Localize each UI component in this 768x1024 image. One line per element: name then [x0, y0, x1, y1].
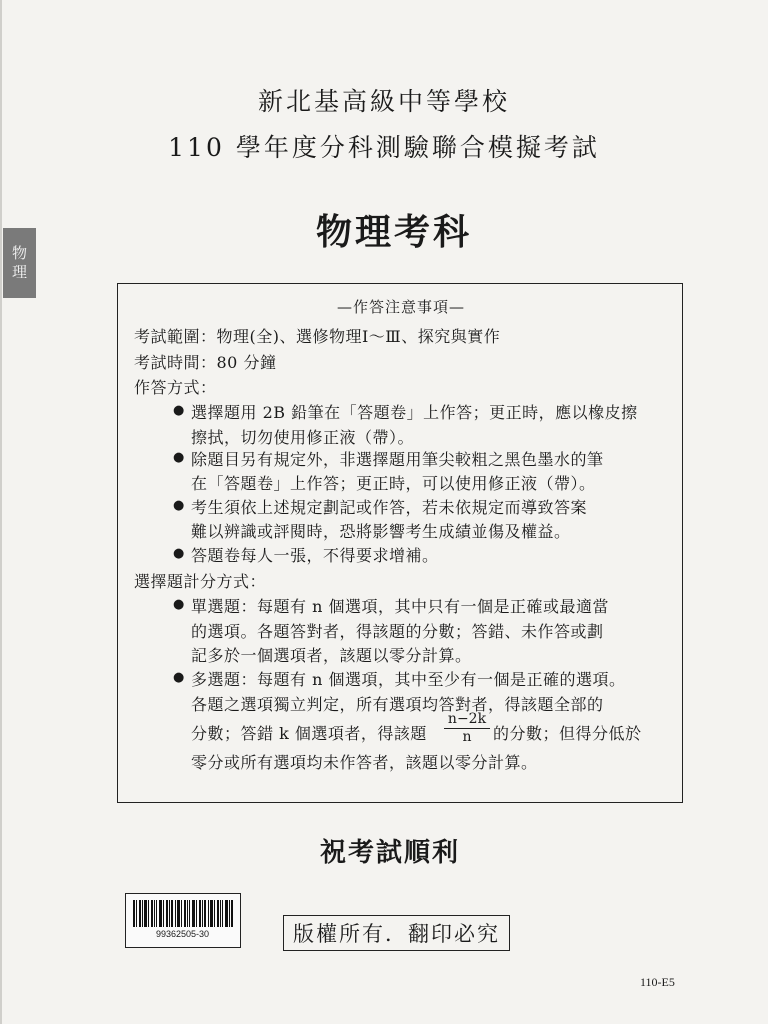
method-item-line: 考生須依上述規定劃記或作答，若未依規定而導致答案	[191, 498, 588, 517]
multi-choice-line: 分數；答錯 k 個選項者，得該題	[191, 724, 427, 743]
method-item-line: 答題卷每人一張，不得要求增補。	[191, 546, 439, 565]
bullet-icon: ●	[173, 498, 185, 513]
notice-box	[117, 283, 683, 803]
bullet-icon: ●	[173, 403, 185, 418]
method-item-line: 選擇題用 2B 鉛筆在「答題卷」上作答；更正時，應以橡皮擦	[191, 403, 638, 422]
exam-time: 考試時間：80 分鐘	[134, 353, 277, 372]
method-item-line: 除題目另有規定外，非選擇題用筆尖較粗之黑色墨水的筆	[191, 450, 604, 469]
method-title: 作答方式：	[134, 378, 217, 397]
multi-choice-line: 零分或所有選項均未作答者，該題以零分計算。	[191, 753, 538, 772]
method-item-line: 擦拭，切勿使用修正液（帶）。	[191, 428, 415, 447]
single-choice-line: 的選項。各題答對者，得該題的分數；答錯、未作答或劃	[191, 622, 604, 641]
multi-choice-line: 的分數；但得分低於	[493, 724, 642, 743]
multi-choice-line: 各題之選項獨立判定，所有選項均答對者，得該題全部的	[191, 695, 604, 714]
fraction-numerator: n−2k	[444, 710, 490, 729]
exam-title: 110 學年度分科測驗聯合模擬考試	[168, 133, 600, 162]
method-item-line: 在「答題卷」上作答；更正時，可以使用修正液（帶）。	[191, 474, 596, 493]
bullet-icon: ●	[173, 546, 185, 561]
subject-title: 物理考科	[315, 211, 472, 253]
barcode-number: 99362505-30	[155, 929, 210, 939]
single-choice-line: 記多於一個選項者，該題以零分計算。	[191, 646, 472, 665]
side-tab-char: 物	[11, 244, 27, 262]
barcode-label	[125, 893, 241, 948]
school-name: 新北基高級中等學校	[257, 87, 510, 116]
scoring-title: 選擇題計分方式：	[134, 572, 267, 591]
score-fraction	[444, 710, 490, 745]
copyright-notice: 版權所有．翻印必究	[283, 915, 510, 951]
single-choice-line: 單選題：每題有 n 個選項，其中只有一個是正確或最適當	[191, 597, 609, 616]
notice-heading: —作答注意事項—	[336, 298, 465, 316]
bullet-icon: ●	[173, 597, 185, 612]
bullet-icon: ●	[173, 670, 185, 685]
fraction-denominator: n	[462, 729, 472, 745]
barcode-icon	[133, 900, 233, 927]
exam-range: 考試範圍：物理(全)、選修物理Ⅰ～Ⅲ、探究與實作	[134, 327, 501, 346]
page-code: 110-E5	[640, 975, 675, 989]
multi-choice-line: 多選題：每題有 n 個選項，其中至少有一個是正確的選項。	[191, 670, 626, 689]
method-item-line: 難以辨識或評閱時，恐將影響考生成績並傷及權益。	[191, 522, 571, 541]
good-luck-text: 祝考試順利	[319, 838, 460, 868]
bullet-icon: ●	[173, 450, 185, 465]
side-tab-char: 理	[11, 263, 27, 281]
